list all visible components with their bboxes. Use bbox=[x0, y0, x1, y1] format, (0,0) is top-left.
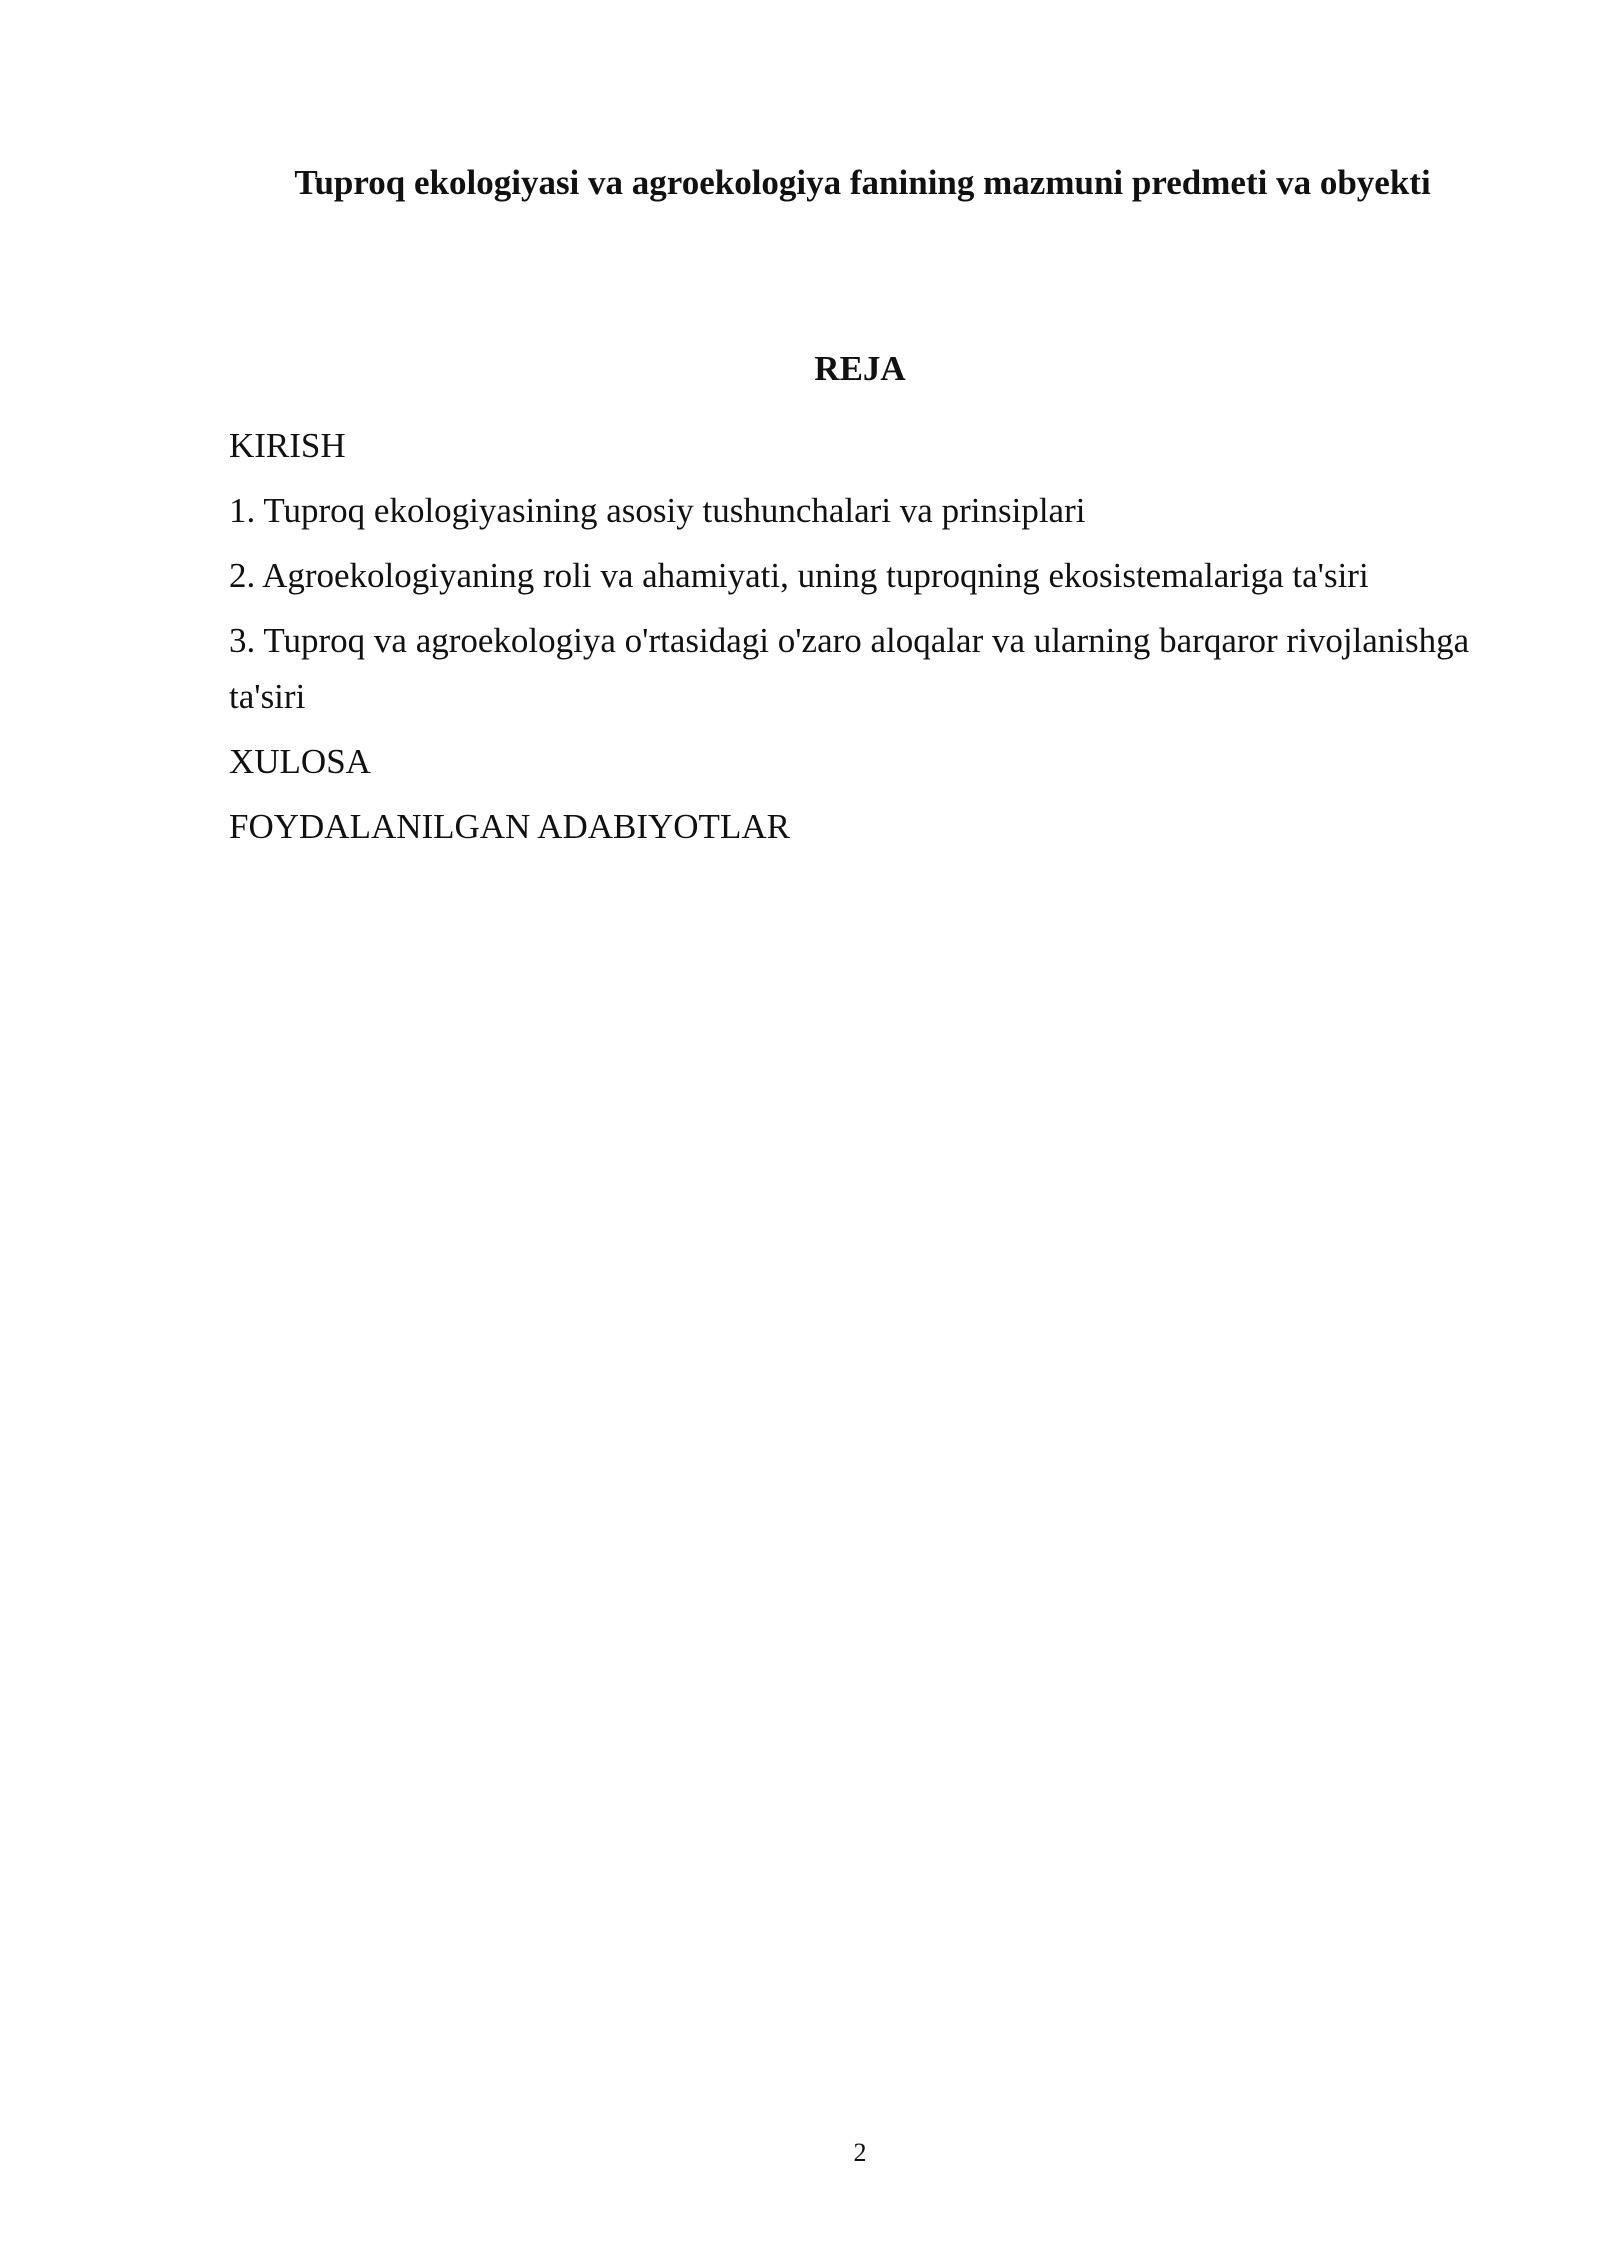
plan-item-conclusion: XULOSA bbox=[229, 742, 371, 781]
plan-list bbox=[229, 418, 1479, 864]
page-number: 2 bbox=[853, 2138, 867, 2167]
plan-item-introduction: KIRISH bbox=[229, 426, 346, 465]
plan-item-2: 2. Agroekologiyaning roli va ahamiyati, uning tuproqning ekosistemalariga ta'siri bbox=[229, 556, 1369, 595]
plan-item-3: 3. Tuproq va agroekologiya o'rtasidagi o'zaro aloqalar va ularning barqaror rivojlanishga ta'siri bbox=[229, 621, 1478, 716]
plan-item-1: 1. Tuproq ekologiyasining asosiy tushunchalari va prinsiplari bbox=[229, 491, 1086, 530]
plan-item-references: FOYDALANILGAN ADABIYOTLAR bbox=[229, 807, 790, 846]
plan-heading: REJA bbox=[814, 349, 906, 388]
document-title: Tuproq ekologiyasi va agroekologiya fanining mazmuni predmeti va obyekti bbox=[294, 163, 1431, 202]
